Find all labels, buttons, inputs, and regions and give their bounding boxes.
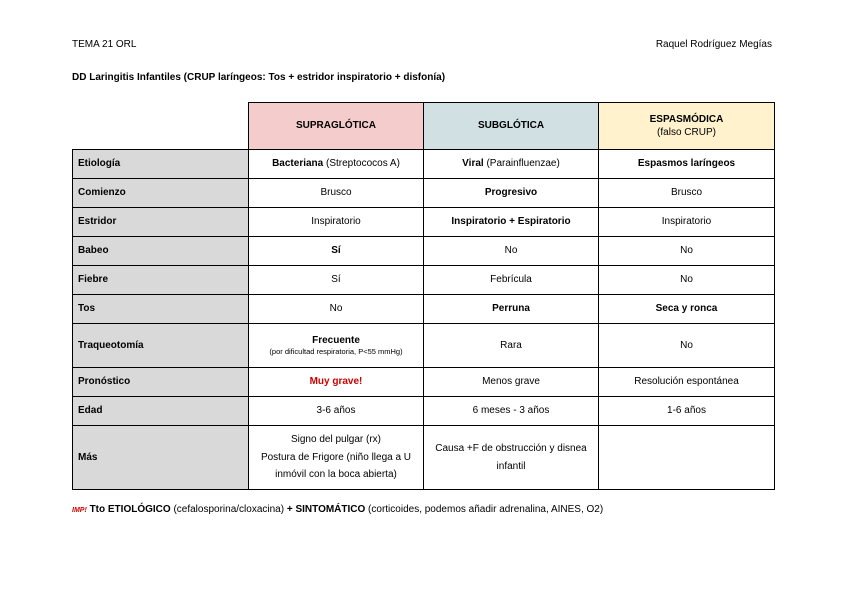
cell-supra-etiologia	[249, 150, 424, 179]
mas-sub-line: infantil	[496, 460, 526, 472]
table-row	[73, 237, 775, 266]
cell-sub-estridor: Inspiratorio + Espiratorio	[424, 208, 599, 237]
table-row	[73, 266, 775, 295]
header-topic: TEMA 21 ORL	[72, 39, 137, 50]
row-label-estridor: Estridor	[73, 208, 249, 237]
mas-supra-line: inmóvil con la boca abierta)	[275, 469, 397, 481]
tto-sintomatico: SINTOMÁTICO	[292, 504, 366, 515]
cell-bold-part: Bacteriana	[272, 158, 324, 170]
table-row	[73, 150, 775, 179]
cell-esp-estridor: Inspiratorio	[599, 208, 775, 237]
row-label-fiebre: Fiebre	[73, 266, 249, 295]
table-row	[73, 208, 775, 237]
cell-supra-mas	[249, 426, 424, 490]
table-row	[73, 368, 775, 397]
cell-supra-tos: No	[249, 295, 424, 324]
row-label-edad: Edad	[73, 397, 249, 426]
cell-esp-traqueotomia: No	[599, 324, 775, 368]
cell-supra-babeo: Sí	[249, 237, 424, 266]
cell-esp-etiologia: Espasmos laríngeos	[599, 150, 775, 179]
table-header-row	[73, 103, 775, 150]
mas-sub-line: Causa +F de obstrucción y disnea	[435, 443, 587, 454]
row-label-pronostico: Pronóstico	[73, 368, 249, 397]
table-row	[73, 324, 775, 368]
row-label-traqueotomia: Traqueotomía	[73, 324, 249, 368]
cell-esp-tos: Seca y ronca	[599, 295, 775, 324]
cell-sub-comienzo: Progresivo	[424, 179, 599, 208]
header-author: Raquel Rodríguez Megías	[655, 39, 772, 50]
mas-supra-line: Postura de Frigore (niño llega a U	[260, 451, 412, 463]
treatment-note	[72, 504, 603, 515]
cell-supra-pronostico: Muy grave!	[249, 368, 424, 397]
tto-sintomatico-detail: (corticoides, podemos añadir adrenalina, AINES, O2)	[365, 504, 604, 515]
cell-rest-part: (Parainfluenzae)	[483, 158, 560, 170]
tto-etiologico: Tto ETIOLÓGICO	[89, 504, 171, 515]
document-title: DD Laringitis Infantiles (CRUP laríngeos: Tos + estridor inspiratorio + disfonía)	[72, 72, 446, 83]
table-row	[73, 397, 775, 426]
column-header-subglotica: SUBGLÓTICA	[424, 103, 599, 150]
traqueotomia-note: (por dificultad respiratoria, P<55 mmHg)	[269, 347, 403, 357]
table-row	[73, 179, 775, 208]
traqueotomia-value: Frecuente	[312, 334, 360, 346]
cell-sub-fiebre: Febrícula	[424, 266, 599, 295]
cell-supra-edad: 3-6 años	[249, 397, 424, 426]
cell-esp-edad: 1-6 años	[599, 397, 775, 426]
cell-esp-fiebre: No	[599, 266, 775, 295]
cell-esp-mas	[599, 426, 775, 490]
row-label-babeo: Babeo	[73, 237, 249, 266]
row-label-mas: Más	[73, 426, 249, 490]
important-tag: IMP!	[72, 507, 87, 514]
row-label-comienzo: Comienzo	[73, 179, 249, 208]
cell-esp-comienzo: Brusco	[599, 179, 775, 208]
cell-sub-tos: Perruna	[424, 295, 599, 324]
cell-rest-part: (Streptococos A)	[323, 158, 400, 170]
cell-sub-etiologia	[424, 150, 599, 179]
cell-sub-mas	[424, 426, 599, 490]
cell-supra-comienzo: Brusco	[249, 179, 424, 208]
cell-esp-babeo: No	[599, 237, 775, 266]
cell-supra-estridor: Inspiratorio	[249, 208, 424, 237]
table-row	[73, 295, 775, 324]
row-label-etiologia: Etiología	[73, 150, 249, 179]
table-corner	[73, 103, 249, 150]
cell-bold-part: Viral	[462, 158, 484, 170]
differential-diagnosis-table	[72, 102, 775, 490]
plus-sign: +	[286, 504, 293, 515]
espasmodica-subtitle: (falso CRUP)	[657, 127, 716, 138]
cell-supra-fiebre: Sí	[249, 266, 424, 295]
column-header-supraglotica: SUPRAGLÓTICA	[249, 103, 424, 150]
cell-sub-edad: 6 meses - 3 años	[424, 397, 599, 426]
column-header-espasmodica	[599, 103, 775, 150]
espasmodica-title: ESPASMÓDICA	[649, 113, 724, 125]
mas-supra-line: Signo del pulgar (rx)	[290, 434, 382, 446]
cell-esp-pronostico: Resolución espontánea	[599, 368, 775, 397]
cell-sub-babeo: No	[424, 237, 599, 266]
cell-sub-traqueotomia: Rara	[424, 324, 599, 368]
table-row	[73, 426, 775, 490]
tto-etiologico-detail: (cefalosporina/cloxacina)	[170, 504, 287, 515]
cell-sub-pronostico: Menos grave	[424, 368, 599, 397]
cell-supra-traqueotomia	[249, 324, 424, 368]
row-label-tos: Tos	[73, 295, 249, 324]
